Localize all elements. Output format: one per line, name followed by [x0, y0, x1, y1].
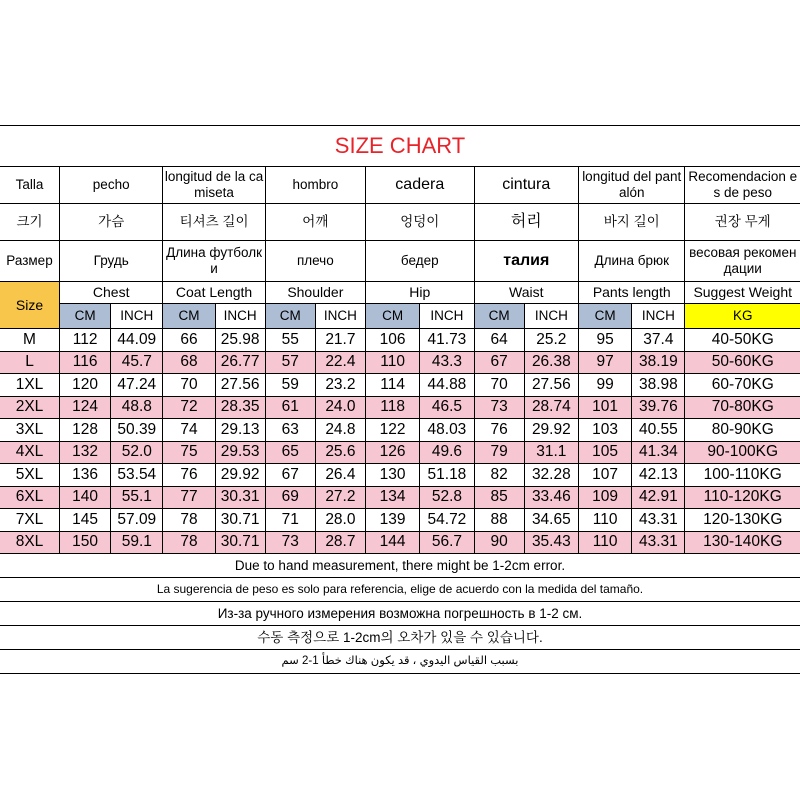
pants-inch-cell: 38.19 — [632, 351, 685, 374]
pants-inch-cell: 43.31 — [632, 509, 685, 532]
waist-inch-cell: 31.1 — [524, 441, 578, 464]
waist-inch-cell: 27.56 — [524, 374, 578, 397]
size-cell: 2XL — [0, 396, 60, 419]
header-row-korean — [0, 204, 800, 241]
header-size-ru: Размер — [0, 241, 60, 282]
header-row-english — [0, 282, 800, 304]
header-chest-ko: 가슴 — [60, 204, 163, 241]
coat-inch-cell: 27.56 — [215, 374, 265, 397]
note-row-korean — [0, 626, 800, 650]
hip-cm-cell: 126 — [365, 441, 419, 464]
pants-inch-cell: 41.34 — [632, 441, 685, 464]
waist-inch-cell: 29.92 — [524, 419, 578, 442]
pants-cm-cell: 107 — [578, 464, 631, 487]
hip-inch-cell: 51.18 — [420, 464, 474, 487]
unit-inch: INCH — [632, 304, 685, 329]
weight-cell: 130-140KG — [685, 531, 800, 554]
pants-cm-cell: 97 — [578, 351, 631, 374]
unit-cm: CM — [60, 304, 111, 329]
header-row-russian — [0, 241, 800, 282]
header-size-ko: 크기 — [0, 204, 60, 241]
table-row — [0, 509, 800, 532]
weight-cell: 80-90KG — [685, 419, 800, 442]
unit-inch: INCH — [524, 304, 578, 329]
chest-inch-cell: 59.1 — [111, 531, 163, 554]
header-shoulder-es: hombro — [265, 167, 365, 204]
weight-cell: 120-130KG — [685, 509, 800, 532]
coat-inch-cell: 30.71 — [215, 509, 265, 532]
chest-inch-cell: 55.1 — [111, 486, 163, 509]
table-row — [0, 329, 800, 352]
waist-cm-cell: 88 — [474, 509, 524, 532]
size-cell: M — [0, 329, 60, 352]
pants-inch-cell: 38.98 — [632, 374, 685, 397]
unit-inch: INCH — [111, 304, 163, 329]
header-weight-es: Recomendacion es de peso — [685, 167, 800, 204]
shoulder-cm-cell: 71 — [265, 509, 315, 532]
chest-cm-cell: 132 — [60, 441, 111, 464]
header-shoulder-ru: плечо — [265, 241, 365, 282]
coat-cm-cell: 76 — [163, 464, 215, 487]
header-weight-ko: 권장 무게 — [685, 204, 800, 241]
header-pants-ru: Длина брюк — [578, 241, 685, 282]
chest-cm-cell: 124 — [60, 396, 111, 419]
unit-cm: CM — [163, 304, 215, 329]
shoulder-inch-cell: 27.2 — [315, 486, 365, 509]
waist-cm-cell: 64 — [474, 329, 524, 352]
header-hip-ru: бедер — [365, 241, 474, 282]
pants-cm-cell: 101 — [578, 396, 631, 419]
pants-inch-cell: 37.4 — [632, 329, 685, 352]
table-row — [0, 441, 800, 464]
note-russian: Из-за ручного измерения возможна погрешность в 1-2 см. — [0, 602, 800, 626]
hip-cm-cell: 144 — [365, 531, 419, 554]
hip-inch-cell: 44.88 — [420, 374, 474, 397]
chart-title: SIZE CHART — [0, 126, 800, 167]
chest-inch-cell: 57.09 — [111, 509, 163, 532]
header-coat-es: longitud de la camiseta — [163, 167, 265, 204]
pants-cm-cell: 99 — [578, 374, 631, 397]
unit-cm: CM — [474, 304, 524, 329]
waist-inch-cell: 32.28 — [524, 464, 578, 487]
waist-cm-cell: 90 — [474, 531, 524, 554]
shoulder-cm-cell: 73 — [265, 531, 315, 554]
pants-cm-cell: 110 — [578, 509, 631, 532]
header-coat-en: Coat Length — [163, 282, 265, 304]
waist-inch-cell: 25.2 — [524, 329, 578, 352]
coat-inch-cell: 30.71 — [215, 531, 265, 554]
chest-inch-cell: 45.7 — [111, 351, 163, 374]
hip-inch-cell: 54.72 — [420, 509, 474, 532]
size-cell: 7XL — [0, 509, 60, 532]
header-hip-en: Hip — [365, 282, 474, 304]
shoulder-inch-cell: 25.6 — [315, 441, 365, 464]
shoulder-inch-cell: 24.8 — [315, 419, 365, 442]
unit-inch: INCH — [215, 304, 265, 329]
header-hip-ko: 엉덩이 — [365, 204, 474, 241]
coat-cm-cell: 78 — [163, 509, 215, 532]
pants-cm-cell: 105 — [578, 441, 631, 464]
coat-cm-cell: 68 — [163, 351, 215, 374]
header-shoulder-en: Shoulder — [265, 282, 365, 304]
size-chart — [0, 125, 800, 674]
coat-inch-cell: 26.77 — [215, 351, 265, 374]
coat-cm-cell: 77 — [163, 486, 215, 509]
table-row — [0, 351, 800, 374]
pants-inch-cell: 43.31 — [632, 531, 685, 554]
header-waist-ru: талия — [474, 241, 578, 282]
unit-kg: KG — [685, 304, 800, 329]
hip-inch-cell: 43.3 — [420, 351, 474, 374]
size-cell: 1XL — [0, 374, 60, 397]
chest-cm-cell: 112 — [60, 329, 111, 352]
size-cell: 6XL — [0, 486, 60, 509]
weight-cell: 100-110KG — [685, 464, 800, 487]
chest-inch-cell: 52.0 — [111, 441, 163, 464]
note-row-english — [0, 554, 800, 578]
header-size-en: Size — [0, 282, 60, 329]
shoulder-cm-cell: 67 — [265, 464, 315, 487]
pants-inch-cell: 42.91 — [632, 486, 685, 509]
table-row — [0, 374, 800, 397]
size-chart-table — [0, 125, 800, 674]
header-pants-es: longitud del pantalón — [578, 167, 685, 204]
table-row — [0, 531, 800, 554]
coat-inch-cell: 29.13 — [215, 419, 265, 442]
note-english: Due to hand measurement, there might be 1-2cm error. — [0, 554, 800, 578]
waist-cm-cell: 67 — [474, 351, 524, 374]
hip-cm-cell: 114 — [365, 374, 419, 397]
note-row-spanish — [0, 578, 800, 602]
chest-cm-cell: 150 — [60, 531, 111, 554]
coat-inch-cell: 28.35 — [215, 396, 265, 419]
unit-row — [0, 304, 800, 329]
chest-inch-cell: 48.8 — [111, 396, 163, 419]
chest-inch-cell: 47.24 — [111, 374, 163, 397]
header-row-spanish — [0, 167, 800, 204]
shoulder-cm-cell: 63 — [265, 419, 315, 442]
header-pants-ko: 바지 길이 — [578, 204, 685, 241]
pants-cm-cell: 109 — [578, 486, 631, 509]
header-waist-ko: 허리 — [474, 204, 578, 241]
note-korean: 수동 측정으로 1-2cm의 오차가 있을 수 있습니다. — [0, 626, 800, 650]
shoulder-cm-cell: 69 — [265, 486, 315, 509]
hip-cm-cell: 134 — [365, 486, 419, 509]
weight-cell: 50-60KG — [685, 351, 800, 374]
hip-cm-cell: 110 — [365, 351, 419, 374]
header-shoulder-ko: 어깨 — [265, 204, 365, 241]
chest-cm-cell: 116 — [60, 351, 111, 374]
pants-cm-cell: 110 — [578, 531, 631, 554]
hip-cm-cell: 118 — [365, 396, 419, 419]
waist-cm-cell: 85 — [474, 486, 524, 509]
size-cell: 3XL — [0, 419, 60, 442]
waist-inch-cell: 35.43 — [524, 531, 578, 554]
hip-cm-cell: 130 — [365, 464, 419, 487]
hip-cm-cell: 139 — [365, 509, 419, 532]
shoulder-cm-cell: 65 — [265, 441, 315, 464]
shoulder-inch-cell: 28.0 — [315, 509, 365, 532]
size-cell: 5XL — [0, 464, 60, 487]
weight-cell: 40-50KG — [685, 329, 800, 352]
chest-cm-cell: 140 — [60, 486, 111, 509]
unit-cm: CM — [578, 304, 631, 329]
shoulder-inch-cell: 23.2 — [315, 374, 365, 397]
waist-cm-cell: 82 — [474, 464, 524, 487]
header-waist-en: Waist — [474, 282, 578, 304]
hip-inch-cell: 46.5 — [420, 396, 474, 419]
waist-inch-cell: 34.65 — [524, 509, 578, 532]
pants-inch-cell: 39.76 — [632, 396, 685, 419]
note-row-arabic — [0, 650, 800, 674]
waist-cm-cell: 70 — [474, 374, 524, 397]
table-row — [0, 464, 800, 487]
shoulder-cm-cell: 59 — [265, 374, 315, 397]
chest-cm-cell: 145 — [60, 509, 111, 532]
shoulder-inch-cell: 22.4 — [315, 351, 365, 374]
size-cell: 8XL — [0, 531, 60, 554]
unit-inch: INCH — [315, 304, 365, 329]
coat-inch-cell: 29.92 — [215, 464, 265, 487]
header-pants-en: Pants length — [578, 282, 685, 304]
table-row — [0, 419, 800, 442]
note-row-russian — [0, 602, 800, 626]
chest-inch-cell: 44.09 — [111, 329, 163, 352]
hip-inch-cell: 56.7 — [420, 531, 474, 554]
coat-inch-cell: 30.31 — [215, 486, 265, 509]
shoulder-cm-cell: 57 — [265, 351, 315, 374]
pants-cm-cell: 95 — [578, 329, 631, 352]
coat-cm-cell: 74 — [163, 419, 215, 442]
waist-cm-cell: 73 — [474, 396, 524, 419]
weight-cell: 90-100KG — [685, 441, 800, 464]
coat-inch-cell: 29.53 — [215, 441, 265, 464]
size-cell: L — [0, 351, 60, 374]
header-waist-es: cintura — [474, 167, 578, 204]
header-coat-ko: 티셔츠 길이 — [163, 204, 265, 241]
note-arabic: بسبب القياس اليدوي ، قد يكون هناك خطأ 1-2 سم — [0, 650, 800, 674]
coat-cm-cell: 75 — [163, 441, 215, 464]
shoulder-inch-cell: 26.4 — [315, 464, 365, 487]
unit-inch: INCH — [420, 304, 474, 329]
hip-inch-cell: 41.73 — [420, 329, 474, 352]
shoulder-cm-cell: 55 — [265, 329, 315, 352]
waist-cm-cell: 79 — [474, 441, 524, 464]
coat-inch-cell: 25.98 — [215, 329, 265, 352]
header-chest-es: pecho — [60, 167, 163, 204]
shoulder-inch-cell: 21.7 — [315, 329, 365, 352]
hip-inch-cell: 48.03 — [420, 419, 474, 442]
chest-cm-cell: 136 — [60, 464, 111, 487]
chest-inch-cell: 53.54 — [111, 464, 163, 487]
unit-cm: CM — [265, 304, 315, 329]
hip-cm-cell: 106 — [365, 329, 419, 352]
coat-cm-cell: 72 — [163, 396, 215, 419]
header-chest-en: Chest — [60, 282, 163, 304]
size-cell: 4XL — [0, 441, 60, 464]
header-hip-es: cadera — [365, 167, 474, 204]
table-row — [0, 396, 800, 419]
header-size-es: Talla — [0, 167, 60, 204]
waist-inch-cell: 33.46 — [524, 486, 578, 509]
header-chest-ru: Грудь — [60, 241, 163, 282]
pants-inch-cell: 40.55 — [632, 419, 685, 442]
coat-cm-cell: 66 — [163, 329, 215, 352]
waist-cm-cell: 76 — [474, 419, 524, 442]
unit-cm: CM — [365, 304, 419, 329]
header-weight-ru: весовая рекомендации — [685, 241, 800, 282]
size-rows — [0, 329, 800, 554]
pants-inch-cell: 42.13 — [632, 464, 685, 487]
chest-inch-cell: 50.39 — [111, 419, 163, 442]
hip-inch-cell: 49.6 — [420, 441, 474, 464]
coat-cm-cell: 78 — [163, 531, 215, 554]
table-row — [0, 486, 800, 509]
pants-cm-cell: 103 — [578, 419, 631, 442]
weight-cell: 60-70KG — [685, 374, 800, 397]
hip-inch-cell: 52.8 — [420, 486, 474, 509]
weight-cell: 110-120KG — [685, 486, 800, 509]
weight-cell: 70-80KG — [685, 396, 800, 419]
waist-inch-cell: 28.74 — [524, 396, 578, 419]
coat-cm-cell: 70 — [163, 374, 215, 397]
shoulder-inch-cell: 24.0 — [315, 396, 365, 419]
note-spanish: La sugerencia de peso es solo para referencia, elige de acuerdo con la medida del tamaño. — [0, 578, 800, 602]
shoulder-cm-cell: 61 — [265, 396, 315, 419]
chest-cm-cell: 120 — [60, 374, 111, 397]
shoulder-inch-cell: 28.7 — [315, 531, 365, 554]
hip-cm-cell: 122 — [365, 419, 419, 442]
waist-inch-cell: 26.38 — [524, 351, 578, 374]
header-coat-ru: Длина футболки — [163, 241, 265, 282]
chest-cm-cell: 128 — [60, 419, 111, 442]
header-weight-en: Suggest Weight — [685, 282, 800, 304]
